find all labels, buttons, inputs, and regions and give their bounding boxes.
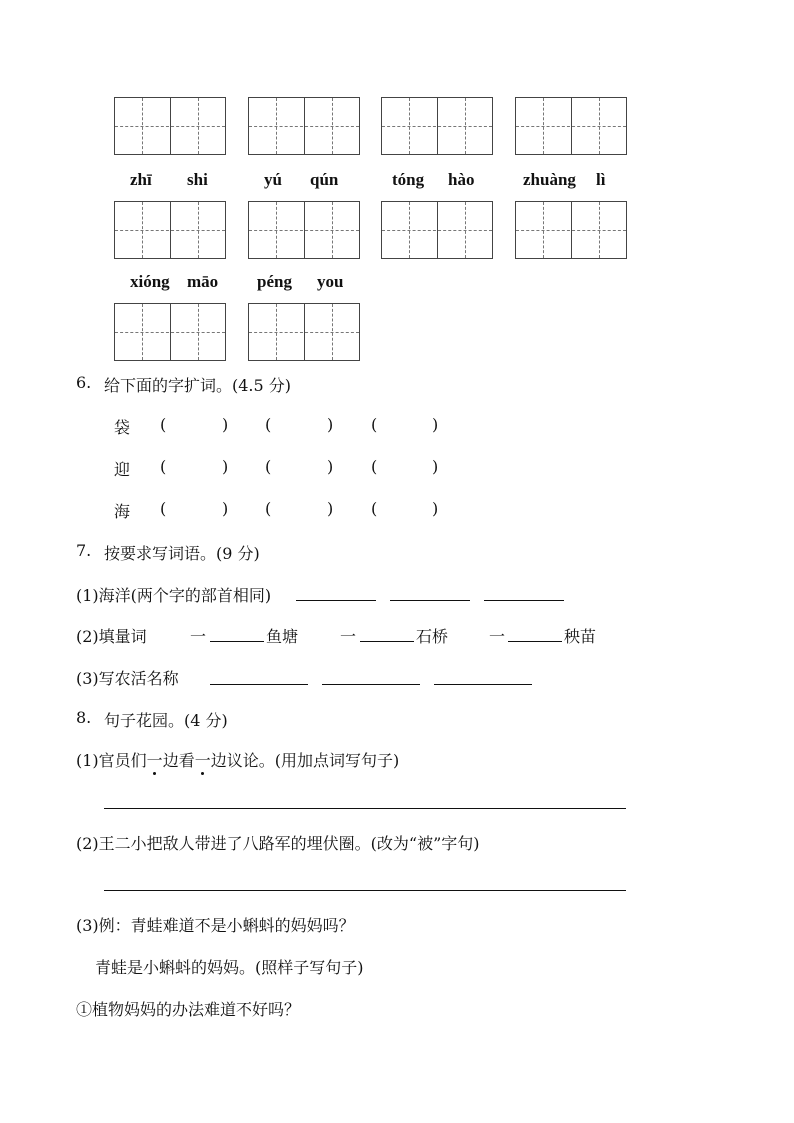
paren-open: ( — [371, 499, 378, 518]
measure-prefix: 一 — [340, 627, 357, 646]
paren-open: ( — [265, 457, 272, 476]
pinyin-syllable: qún — [310, 170, 339, 189]
question-title: 句子花园。(4 分) — [104, 711, 228, 730]
sub-question: (2)王二小把敌人带进了八路军的埋伏圈。(改为“被”字句) — [76, 834, 480, 853]
measure-prefix: 一 — [190, 627, 207, 646]
emphasis-dot-char: 一 — [146, 751, 163, 770]
paren-open: ( — [265, 415, 272, 434]
question-title: 按要求写词语。(9 分) — [104, 544, 260, 563]
measure-target: 秧苗 — [564, 627, 597, 646]
measure-prefix: 一 — [489, 627, 506, 646]
writing-grid[interactable] — [248, 303, 360, 361]
writing-grid[interactable] — [114, 303, 226, 361]
paren-close: ) — [222, 499, 229, 518]
paren-close: ) — [327, 457, 334, 476]
sub-question: (3)例：青蛙难道不是小蝌蚪的妈妈吗？ — [76, 916, 355, 935]
question-number: 6. — [76, 373, 92, 392]
answer-blank[interactable] — [296, 600, 376, 601]
paren-close: ) — [432, 457, 439, 476]
answer-blank[interactable] — [210, 684, 308, 685]
answer-line[interactable] — [104, 890, 626, 891]
sub-question — [76, 748, 399, 771]
question-title: 给下面的字扩词。(4.5 分) — [104, 376, 292, 395]
answer-blank[interactable] — [322, 684, 420, 685]
answer-blank[interactable] — [210, 641, 264, 642]
paren-open: ( — [160, 457, 167, 476]
answer-blank[interactable] — [390, 600, 470, 601]
sub-question: (2)填量词 — [76, 627, 147, 646]
writing-grid[interactable] — [515, 201, 627, 259]
paren-open: ( — [160, 499, 167, 518]
paren-close: ) — [222, 415, 229, 434]
answer-blank[interactable] — [360, 641, 414, 642]
sentence-part: 边议论。(用加点词写句子) — [210, 751, 400, 770]
question-number: 8. — [76, 708, 92, 727]
answer-line[interactable] — [104, 808, 626, 809]
measure-target: 石桥 — [416, 627, 449, 646]
writing-grid[interactable] — [248, 97, 360, 155]
paren-close: ) — [432, 415, 439, 434]
paren-close: ) — [222, 457, 229, 476]
writing-grid[interactable] — [381, 97, 493, 155]
pinyin-syllable: lì — [596, 170, 606, 189]
target-character: 迎 — [114, 460, 131, 479]
pinyin-syllable: péng — [257, 272, 292, 291]
writing-grid[interactable] — [248, 201, 360, 259]
pinyin-syllable: hào — [448, 170, 475, 189]
sentence-part: 边看 — [162, 751, 195, 770]
writing-grid[interactable] — [515, 97, 627, 155]
measure-target: 鱼塘 — [266, 627, 299, 646]
pinyin-syllable: māo — [187, 272, 219, 291]
paren-close: ) — [432, 499, 439, 518]
target-character: 袋 — [114, 418, 131, 437]
writing-grid[interactable] — [381, 201, 493, 259]
answer-blank[interactable] — [434, 684, 532, 685]
paren-close: ) — [327, 415, 334, 434]
paren-open: ( — [371, 415, 378, 434]
emphasis-dot-char: 一 — [194, 751, 211, 770]
paren-open: ( — [265, 499, 272, 518]
sentence-part: (1)官员们 — [76, 751, 147, 770]
pinyin-syllable: you — [317, 272, 344, 291]
example-answer: 青蛙是小蝌蚪的妈妈。(照样子写句子) — [95, 958, 364, 977]
answer-blank[interactable] — [508, 641, 562, 642]
sub-question-item: ①植物妈妈的办法难道不好吗？ — [76, 1000, 301, 1019]
writing-grid[interactable] — [114, 97, 226, 155]
sub-question: (3)写农活名称 — [76, 669, 179, 688]
answer-blank[interactable] — [484, 600, 564, 601]
pinyin-syllable: zhī — [130, 170, 152, 189]
pinyin-syllable: xióng — [130, 272, 170, 291]
pinyin-syllable: zhuàng — [523, 170, 576, 189]
paren-open: ( — [371, 457, 378, 476]
question-number: 7. — [76, 541, 92, 560]
writing-grid[interactable] — [114, 201, 226, 259]
pinyin-syllable: yú — [264, 170, 282, 189]
pinyin-syllable: tóng — [392, 170, 425, 189]
paren-open: ( — [160, 415, 167, 434]
sub-question: (1)海洋(两个字的部首相同) — [76, 586, 272, 605]
target-character: 海 — [114, 502, 131, 521]
paren-close: ) — [327, 499, 334, 518]
pinyin-syllable: shi — [187, 170, 208, 189]
